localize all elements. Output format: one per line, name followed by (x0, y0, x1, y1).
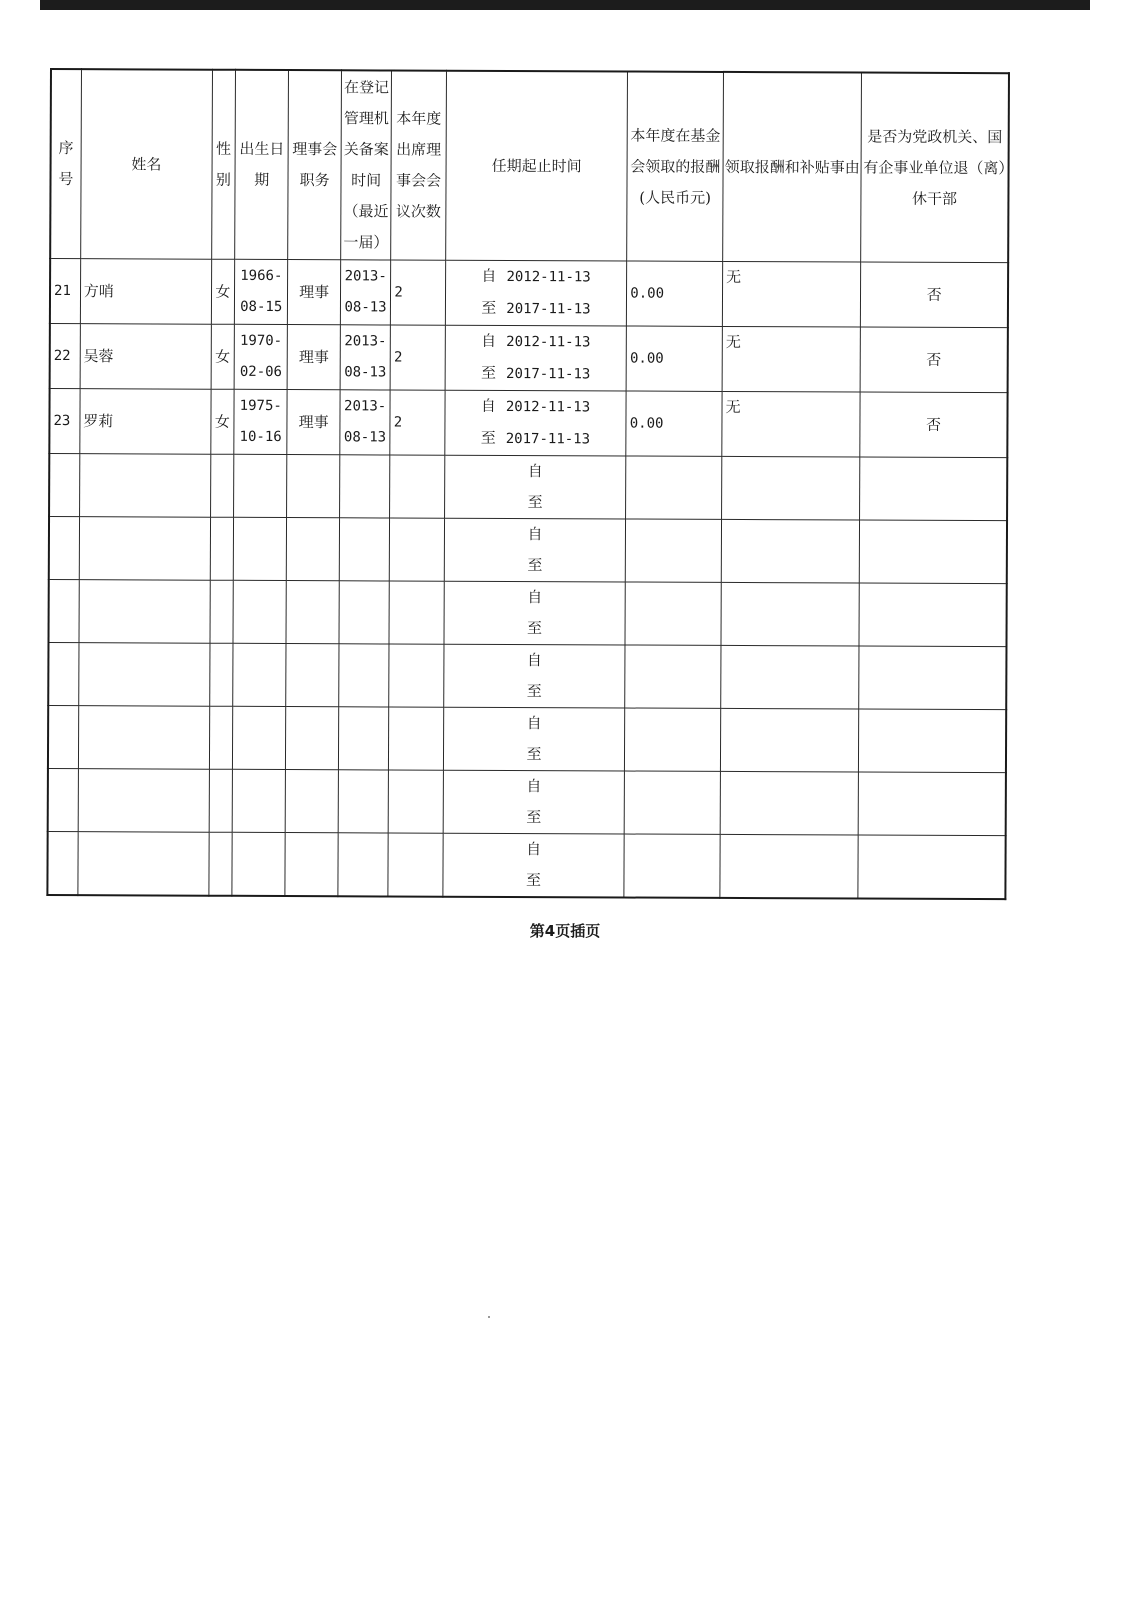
cell-term (444, 581, 626, 645)
cell-empty (48, 579, 79, 642)
cell-retired: 否 (861, 262, 1009, 328)
term-from: 自 (480, 396, 496, 415)
cell-empty (338, 833, 389, 897)
cell-empty (625, 582, 721, 645)
birth-year: 1966- (240, 267, 283, 285)
cell-empty (722, 456, 860, 520)
cell-term (443, 770, 625, 834)
cell-empty (859, 646, 1007, 710)
header-role: 理事会职务 (288, 70, 341, 260)
cell-empty (233, 643, 287, 706)
cell-empty (287, 518, 340, 581)
cell-empty (720, 771, 858, 835)
cell-gender: 女 (211, 259, 234, 324)
term-from: 自 (527, 462, 543, 481)
cell-empty (859, 709, 1007, 773)
cell-empty (47, 831, 78, 895)
cell-empty (78, 832, 209, 896)
cell-term (445, 390, 627, 456)
cell-empty (210, 643, 233, 706)
cell-name: 吴蓉 (80, 324, 211, 390)
cell-empty (389, 707, 444, 770)
cell-birth (234, 324, 288, 389)
cell-empty (388, 833, 443, 897)
term-from: 自 (481, 331, 497, 350)
cell-retired: 否 (860, 392, 1008, 458)
cell-pay: 0.00 (626, 326, 722, 391)
term-from: 自 (527, 588, 543, 607)
cell-empty (234, 454, 288, 517)
cell-empty (79, 580, 210, 644)
cell-name: 方哨 (80, 259, 211, 325)
cell-empty (209, 706, 232, 769)
cell-term (445, 325, 627, 391)
birth-day: 10-16 (239, 428, 282, 446)
cell-filed (340, 325, 391, 390)
cell-empty (721, 519, 859, 583)
term-from-date: 2012-11-13 (505, 398, 591, 416)
cell-term (443, 644, 625, 708)
cell-empty (286, 707, 339, 770)
cell-empty (209, 832, 232, 896)
table-row (49, 389, 1007, 458)
term-from: 自 (526, 840, 542, 859)
table-row-empty (49, 454, 1007, 521)
cell-empty (721, 582, 859, 646)
cell-empty (339, 455, 390, 518)
table-row-empty (48, 768, 1006, 835)
cell-empty (390, 455, 445, 518)
cell-term (443, 707, 625, 771)
cell-role: 理事 (287, 390, 340, 455)
cell-empty (626, 519, 722, 582)
birth-day: 08-15 (240, 298, 283, 316)
cell-empty (233, 580, 287, 643)
term-to: 至 (525, 871, 542, 890)
cell-filed (340, 390, 391, 455)
birth-year: 1970- (239, 332, 283, 350)
cell-birth (234, 389, 288, 454)
cell-empty (49, 454, 80, 517)
cell-empty (859, 583, 1007, 647)
cell-empty (233, 517, 287, 580)
table-row-empty (49, 517, 1007, 584)
filed-day: 08-13 (344, 364, 387, 381)
birth-year: 1975- (239, 397, 282, 415)
cell-empty (232, 832, 286, 896)
board-members-table (46, 68, 1010, 900)
cell-reason: 无 (722, 261, 860, 327)
cell-empty (339, 581, 390, 644)
cell-empty (48, 642, 79, 705)
cell-term (444, 518, 626, 582)
cell-empty (286, 770, 339, 833)
header-gender: 性别 (212, 70, 236, 260)
cell-empty (287, 455, 340, 518)
term-from: 自 (481, 266, 497, 285)
cell-gender: 女 (211, 324, 234, 389)
cell-meetings: 2 (391, 260, 446, 325)
cell-empty (285, 833, 338, 897)
term-to: 至 (527, 493, 543, 512)
header-reason: 领取报酬和补贴事由 (723, 72, 862, 262)
table-row-empty (48, 642, 1006, 709)
filed-year: 2013- (344, 398, 387, 415)
cell-seq: 23 (49, 389, 80, 454)
cell-empty (624, 771, 720, 834)
cell-empty (79, 454, 210, 518)
term-from: 自 (526, 777, 542, 796)
filed-year: 2013- (344, 268, 387, 285)
cell-empty (209, 769, 232, 832)
cell-empty (338, 707, 389, 770)
cell-empty (390, 518, 445, 581)
table-row (50, 259, 1008, 328)
cell-empty (624, 834, 720, 898)
term-from: 自 (526, 714, 542, 733)
cell-empty (721, 708, 859, 772)
cell-role: 理事 (288, 260, 341, 325)
cell-reason: 无 (722, 391, 860, 457)
term-to: 至 (480, 428, 496, 447)
term-to: 至 (527, 556, 543, 575)
cell-meetings: 2 (390, 390, 445, 455)
cell-seq: 21 (50, 259, 81, 324)
scan-speck (488, 1316, 490, 1318)
term-from-date: 2012-11-13 (506, 268, 591, 286)
cell-empty (721, 645, 859, 709)
term-to: 至 (526, 682, 542, 701)
cell-term (445, 260, 627, 326)
cell-empty (338, 770, 389, 833)
cell-empty (78, 706, 209, 770)
term-to: 至 (480, 363, 497, 382)
header-pay: 本年度在基金会领取的报酬(人民币元) (627, 72, 724, 262)
cell-empty (625, 645, 721, 708)
cell-role: 理事 (288, 325, 341, 390)
cell-empty (389, 581, 444, 644)
cell-empty (858, 772, 1006, 836)
header-retired: 是否为党政机关、国有企事业单位退（离）休干部 (861, 73, 1009, 263)
page-footer: 第4页插页 (529, 922, 601, 940)
term-to: 至 (527, 619, 543, 638)
cell-empty (339, 644, 390, 707)
term-from-date: 2012-11-13 (506, 333, 591, 351)
cell-pay: 0.00 (626, 391, 722, 456)
cell-empty (720, 834, 858, 898)
term-to-date: 2017-11-13 (505, 430, 591, 448)
filed-day: 08-13 (344, 299, 387, 316)
cell-empty (388, 770, 443, 833)
cell-term (443, 833, 625, 897)
document-sheet (46, 68, 1020, 900)
cell-birth (234, 259, 288, 324)
header-seq: 序号 (50, 69, 81, 259)
cell-empty (49, 517, 80, 580)
table-row-empty (48, 579, 1006, 646)
cell-empty (78, 643, 209, 707)
cell-empty (286, 644, 339, 707)
header-name: 姓名 (80, 69, 212, 259)
cell-empty (79, 517, 210, 581)
table-row (50, 324, 1008, 393)
cell-empty (232, 706, 286, 769)
cell-retired: 否 (860, 327, 1008, 393)
cell-empty (48, 705, 79, 768)
header-birth: 出生日期 (235, 70, 289, 260)
cell-empty (48, 768, 79, 831)
scan-edge-bar (40, 0, 1090, 10)
cell-reason: 无 (722, 326, 860, 392)
cell-empty (78, 769, 209, 833)
cell-empty (232, 769, 286, 832)
term-to: 至 (526, 745, 542, 764)
term-from: 自 (526, 651, 542, 670)
cell-name: 罗莉 (80, 389, 211, 455)
term-to: 至 (481, 298, 497, 317)
cell-empty (339, 518, 390, 581)
cell-empty (859, 520, 1007, 584)
cell-pay: 0.00 (627, 261, 723, 326)
term-to-date: 2017-11-13 (506, 300, 591, 318)
cell-empty (210, 454, 233, 517)
cell-empty (210, 517, 233, 580)
cell-meetings: 2 (390, 325, 445, 390)
cell-empty (210, 580, 233, 643)
birth-day: 02-06 (239, 363, 283, 381)
header-filed: 在登记管理机关备案时间（最近一届） (341, 70, 392, 260)
cell-empty (625, 708, 721, 771)
term-from: 自 (527, 525, 543, 544)
cell-filed (340, 260, 391, 325)
header-term: 任期起止时间 (445, 71, 627, 261)
cell-empty (286, 581, 339, 644)
filed-year: 2013- (344, 333, 387, 350)
filed-day: 08-13 (343, 429, 387, 446)
cell-term (444, 455, 626, 519)
cell-empty (860, 457, 1008, 521)
cell-empty (858, 835, 1006, 899)
cell-seq: 22 (50, 324, 81, 389)
term-to-date: 2017-11-13 (506, 365, 591, 383)
header-meetings: 本年度出席理事会会议次数 (391, 70, 446, 260)
table-row-empty (47, 831, 1005, 899)
cell-empty (389, 644, 444, 707)
table-header-row (50, 69, 1009, 263)
term-to: 至 (526, 808, 542, 827)
cell-empty (626, 456, 722, 519)
table-row-empty (48, 705, 1006, 772)
cell-gender: 女 (211, 389, 234, 454)
